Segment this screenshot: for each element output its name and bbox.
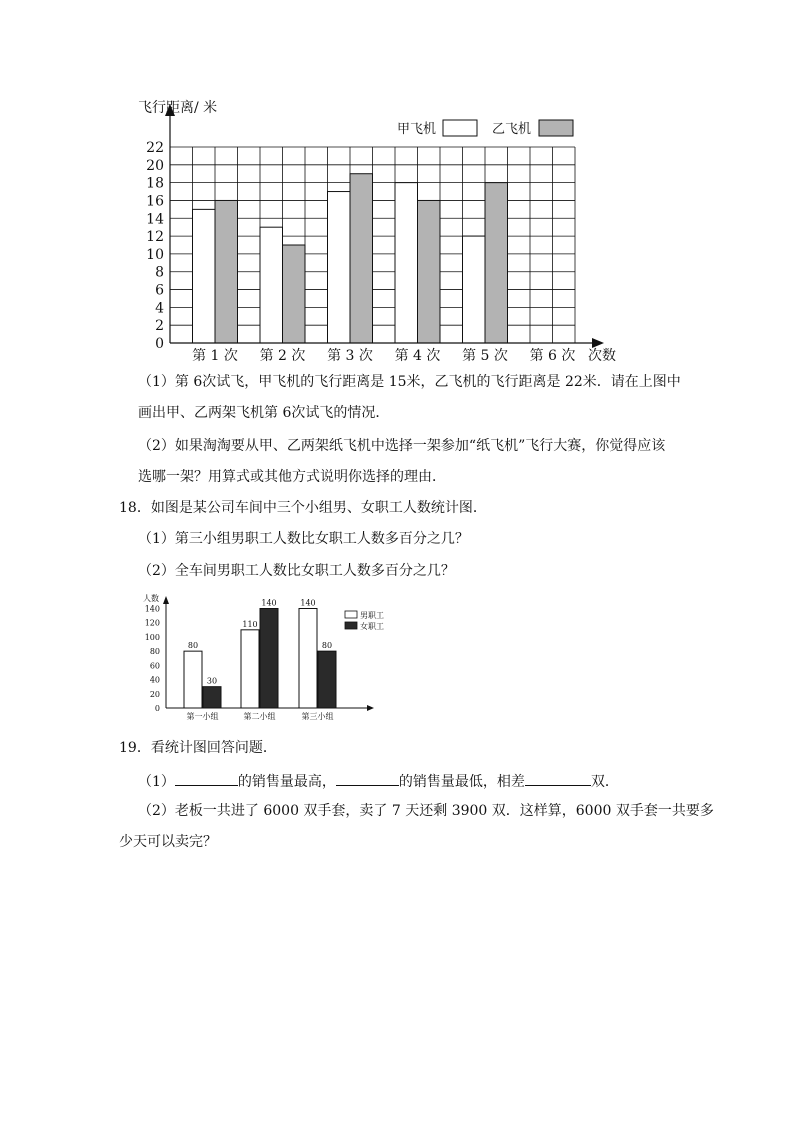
x-tick-label: 第 2 次 (259, 348, 306, 364)
legend-swatch-male (345, 611, 357, 618)
data-label: 80 (187, 641, 199, 651)
y-tick-label: 20 (146, 157, 164, 174)
x-tick-labels (187, 711, 334, 721)
bar-yi-4 (418, 200, 441, 343)
y-tick-labels (145, 605, 160, 714)
bar-jia-1 (193, 209, 216, 343)
q18-stem: 18．如图是某公司车间中三个小组男、女职工人数统计图． (119, 500, 487, 516)
data-label: 80 (321, 641, 333, 651)
y-axis-title: 飞行距离/ 米 (138, 100, 218, 116)
y-tick-label: 18 (146, 175, 164, 192)
x-tick-label: 第一小组 (186, 712, 219, 721)
x-tick-label: 第 1 次 (192, 348, 238, 364)
x-tick-label: 第二小组 (243, 712, 276, 721)
bar-jia-3 (328, 192, 351, 343)
y-tick-label: 14 (146, 211, 164, 228)
legend-label-female: 女职工 (360, 622, 384, 631)
legend-swatch-jia (443, 120, 477, 136)
bar-yi-5 (485, 183, 508, 343)
y-tick-label: 22 (146, 140, 164, 156)
q19-part1 (138, 771, 619, 791)
bar-female-3 (318, 651, 336, 708)
x-tick-label: 第 3 次 (327, 348, 373, 364)
q17-part2-line1: （2）如果淘淘要从甲、乙两架纸飞机中选择一架参加“纸飞机”飞行大赛，你觉得应该 (138, 438, 666, 454)
x-tick-label: 第 5 次 (462, 348, 508, 364)
y-tick-label: 2 (155, 318, 164, 335)
x-tick-labels (192, 348, 575, 364)
q17-part1-line2: 画出甲、乙两架飞机第 6次试飞的情况． (138, 405, 390, 421)
y-tick-label: 4 (155, 300, 164, 317)
y-tick-label: 16 (146, 193, 164, 210)
q17-part1-line1: （1）第 6次试飞，甲飞机的飞行距离是 15米，乙飞机的飞行距离是 22米．请在上图中 (138, 374, 681, 390)
q19-part2-line1: （2）老板一共进了 6000 双手套，卖了 7 天还剩 3900 双．这样算，6000 双手套一共要多 (138, 803, 714, 819)
y-axis-title: 人数 (143, 594, 159, 603)
flight-distance-chart (0, 0, 794, 375)
data-label: 110 (242, 619, 258, 629)
answer-blank-difference[interactable] (525, 771, 591, 786)
bar-male-3 (299, 609, 317, 709)
y-tick-label: 12 (146, 229, 164, 246)
bar-female-2 (260, 609, 278, 709)
bar-male-1 (184, 651, 202, 708)
answer-blank-lowest[interactable] (336, 771, 399, 786)
legend-swatch-female (345, 622, 357, 629)
data-label: 140 (261, 598, 277, 608)
y-axis-arrow (163, 596, 169, 604)
x-tick-label: 第三小组 (301, 712, 334, 721)
q19-part2-line2: 少天可以卖完？ (119, 834, 217, 850)
chart-bars (184, 609, 336, 709)
q19-part1-suffix: 双． (590, 774, 619, 790)
legend-swatch-yi (539, 120, 573, 136)
bar-jia-5 (463, 236, 486, 343)
y-tick-label: 60 (149, 661, 160, 671)
x-axis-arrow (367, 705, 374, 711)
bar-yi-1 (215, 200, 238, 343)
q19-part1-mid1: 的销售量最高， (237, 774, 336, 790)
x-tick-label: 第 6 次 (529, 348, 576, 364)
bar-female-1 (203, 687, 221, 708)
legend-label-jia: 甲飞机 (397, 122, 437, 137)
x-axis-title: 次数 (588, 348, 616, 364)
data-label: 140 (300, 598, 316, 608)
bar-yi-3 (350, 174, 373, 343)
y-tick-label: 20 (149, 689, 160, 699)
x-axis-arrow (592, 338, 604, 348)
bar-jia-2 (260, 227, 283, 343)
answer-blank-highest[interactable] (175, 771, 238, 786)
bar-jia-4 (395, 183, 418, 343)
y-tick-label: 40 (149, 675, 160, 685)
q19-part1-prefix: （1） (138, 774, 175, 790)
workers-chart (0, 590, 400, 725)
y-tick-label: 0 (154, 704, 160, 713)
bar-yi-2 (283, 245, 306, 343)
legend-label-yi: 乙飞机 (492, 122, 532, 137)
y-tick-label: 100 (144, 632, 160, 642)
chart-bars (193, 174, 508, 343)
y-tick-label: 140 (144, 604, 160, 614)
y-tick-labels (146, 140, 164, 352)
q18-part2: （2）全车间男职工人数比女职工人数多百分之几？ (138, 563, 455, 579)
y-tick-label: 6 (155, 282, 164, 299)
chart-legend (345, 611, 384, 631)
bar-male-2 (241, 630, 259, 708)
y-tick-label: 10 (146, 246, 164, 263)
q18-part1: （1）第三小组男职工人数比女职工人数多百分之几？ (138, 531, 469, 547)
y-tick-label: 8 (155, 264, 164, 281)
chart-legend (397, 120, 573, 137)
q19-part1-mid2: 的销售量最低，相差 (398, 774, 525, 790)
q17-part2-line2: 选哪一架？用算式或其他方式说明你选择的理由． (138, 469, 446, 485)
q19-stem: 19．看统计图回答问题． (119, 740, 277, 756)
legend-label-male: 男职工 (360, 611, 384, 620)
x-tick-label: 第 4 次 (394, 348, 441, 364)
y-tick-label: 80 (149, 647, 160, 657)
data-label: 30 (206, 676, 218, 686)
y-tick-label: 0 (155, 336, 164, 352)
y-tick-label: 120 (144, 618, 160, 628)
